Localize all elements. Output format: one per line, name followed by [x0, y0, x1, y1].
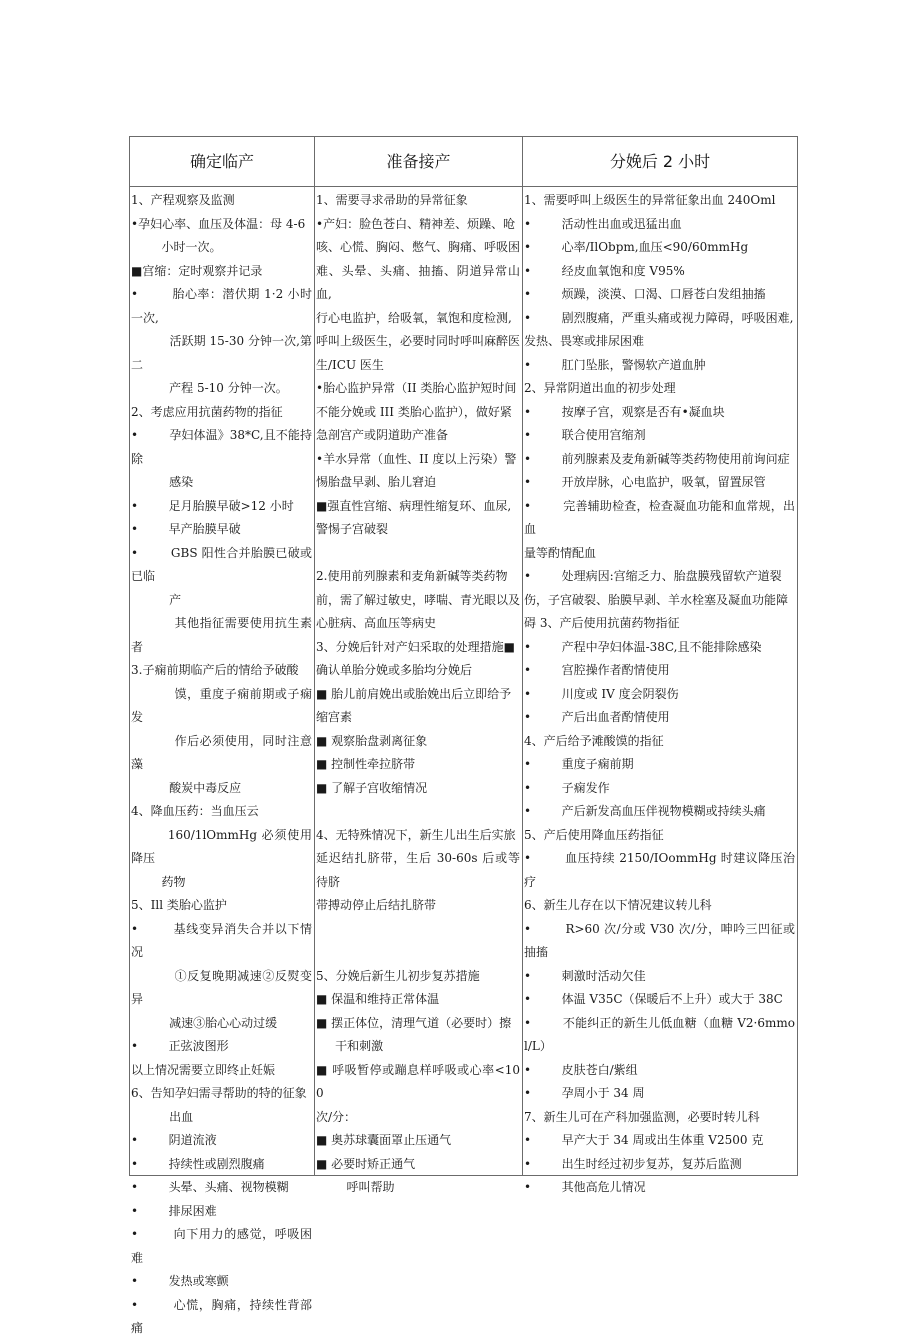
list-item: 1、需要寻求帚助的异常征象: [316, 193, 468, 207]
list-item: 小时一次。: [131, 240, 222, 254]
list-item: • 联合使用宫缩剂: [524, 428, 646, 442]
list-item: • 重度子痫前期: [524, 757, 634, 771]
list-item: ■强直性宫缩、病理性缩复环、血尿,: [316, 498, 512, 513]
list-item: 惕胎盘早剥、胎儿窘迫: [316, 475, 437, 489]
list-item: 产程 5-10 分钟一次。: [131, 381, 288, 395]
list-item: ■ 呼吸暂停或蹦息样呼吸或心率<100: [316, 1062, 520, 1100]
list-item: • 产后新发高血压伴视物模糊或持续头痛: [524, 804, 766, 818]
list-item: • GBS 阳性合并胎膜已破或已临: [131, 545, 312, 583]
list-item: ■ 摆正体位，清理气道（必要时）擦: [316, 1015, 512, 1030]
column-confirm-labor: [130, 187, 314, 1335]
list-item: 行心电监护，给吸氧，氧饱和度检测,: [316, 310, 512, 325]
list-item: • 足月胎膜早破>12 小时: [131, 498, 294, 513]
column-prepare-delivery: [315, 187, 522, 1194]
list-item: [316, 542, 520, 566]
list-item: • 发热或寒颤: [131, 1274, 229, 1288]
list-item: 难、头晕、头痛、抽搐、阴道异常山血,: [316, 263, 520, 301]
list-item: • 活动性出血或迅猛出血: [524, 216, 682, 231]
list-item: •产妇：脸色苍白、精神差、烦躁、呛: [316, 216, 516, 231]
list-item: ■ 保温和维持正常体温: [316, 992, 440, 1006]
list-item: 次/分：: [316, 1109, 357, 1124]
list-item: 以上情况需要立即终止妊娠: [131, 1062, 276, 1077]
column-divider: [522, 137, 523, 186]
list-item: [316, 800, 520, 824]
list-item: • 川度或 IV 度会阴裂伤: [524, 686, 679, 701]
header-postpartum-2h: 分娩后 2 小时: [609, 152, 711, 171]
list-item: • 不能纠正的新生儿低血糖（血糖 V2·6mmol/L）: [524, 1015, 795, 1053]
list-item: 量等酌情配血: [524, 545, 597, 560]
prepare-delivery-list: [315, 187, 522, 1200]
list-item: 发热、畏寒或排尿困难: [524, 334, 645, 348]
list-item: 酸炭中毒反应: [131, 780, 242, 795]
list-item: • 前列腺素及麦角新碱等类药物使用前询问症: [524, 451, 790, 466]
list-item: ■ 必要时矫正通气: [316, 1156, 416, 1171]
column-divider: [314, 137, 315, 186]
list-item: ■宫缩：定时观察并记录: [131, 263, 263, 278]
list-item: 产: [131, 592, 182, 607]
list-item: 5、产后使用降血压药指征: [524, 827, 664, 842]
list-item: • 心率/IlObpm,血压<90/60mmHg: [524, 240, 749, 254]
list-item: 160/1lOmmHg 必须使用降压: [131, 827, 313, 865]
list-item: • 胎心率：潜伏期 1·2 小时一次,: [131, 287, 312, 325]
list-item: •羊水异常（血性、II 度以上污染）警: [316, 451, 517, 466]
list-item: 警惕子宫破裂: [316, 522, 389, 536]
list-item: • 经皮血氧饱和度 V95%: [524, 263, 685, 278]
list-item: 减速③胎心心动过缓: [131, 1015, 278, 1030]
list-item: 6、新生儿存在以下情况建议转儿科: [524, 898, 712, 912]
list-item: 碍 3、产后使用抗菌药物指征: [524, 616, 680, 630]
header-confirm-labor: 确定临产: [189, 152, 254, 171]
list-item: • 其他高危儿情况: [524, 1180, 646, 1194]
list-item: • 正弦波图形: [131, 1039, 229, 1053]
list-item: 缩宫素: [316, 710, 353, 724]
list-item: 作后必须使用，同时注意藻: [131, 733, 312, 771]
list-item: • 产程中孕妇体温-38C,且不能排除感染: [524, 639, 762, 654]
list-item: [316, 918, 520, 942]
list-item: 2.使用前列腺素和麦角新碱等类药物: [316, 569, 508, 583]
list-item: 确认单胎分娩或多胎均分娩后: [316, 663, 473, 677]
list-item: 不能分娩或 III 类胎心监护），做好紧: [316, 404, 512, 419]
list-item: 3.子痫前期临产后的情给予破酸: [131, 663, 299, 677]
list-item: • 完善辅助检查，检查凝血功能和血常规，出血: [524, 498, 795, 536]
list-item: • 持续性或剧烈腹痛: [131, 1156, 265, 1171]
list-item: 延迟结扎脐带，生后 30-60s 后或等待脐: [316, 851, 520, 889]
confirm-labor-list: [130, 187, 314, 1341]
list-item: • 孕妇体温》38*C,且不能持除: [131, 428, 312, 466]
list-item: • 早产胎膜早破: [131, 522, 241, 536]
list-item: • 刺激时活动欠佳: [524, 968, 646, 983]
list-item: • 排尿困难: [131, 1203, 217, 1218]
list-item: [316, 941, 520, 965]
list-item: • 头晕、头痛、视物模糊: [131, 1180, 289, 1194]
list-item: • 孕周小于 34 周: [524, 1086, 645, 1100]
list-item: • 心慌，胸痛，持续性背部痛: [131, 1297, 312, 1335]
list-item: • 处理病因:宫缩乏力、胎盘膜残留软产道裂: [524, 569, 782, 583]
list-item: ■ 胎儿前肩娩出或胎娩出后立即给予: [316, 686, 512, 701]
list-item: 4、无特殊情况下，新生儿出生后实旅: [316, 827, 516, 842]
list-item: 1、产程观察及监测: [131, 193, 235, 207]
list-item: ■ 观察胎盘剥离征象: [316, 733, 428, 748]
list-item: • 产后出血者酌情使用: [524, 710, 670, 724]
list-item: 2、考虑应用抗菌药物的指征: [131, 404, 283, 419]
header-prepare-delivery: 准备接产: [386, 152, 451, 171]
list-item: 伤，子宫破裂、胎膜早剥、羊水栓塞及凝血功能障: [524, 592, 789, 607]
list-item: • 肛门坠胀，警惕软产道血肿: [524, 357, 706, 372]
list-item: •孕妇心率、血压及体温：母 4-6: [131, 216, 306, 231]
postpartum-list: [523, 187, 797, 1200]
column-postpartum-2h: [523, 187, 797, 1194]
list-item: 其他指征需要使用抗生素者: [131, 616, 312, 654]
list-item: • 基线变异消失合并以下情况: [131, 921, 312, 959]
list-item: 生/ICU 医生: [316, 357, 384, 372]
list-item: ■ 控制性牵拉脐带: [316, 757, 416, 771]
list-item: ①反复晚期减速②反熨变异: [131, 968, 312, 1006]
list-item: • 烦躁，淡漠、口渴、口唇苍白发组抽搐: [524, 287, 766, 301]
list-item: 心脏病、高血压等病史: [316, 616, 437, 630]
list-item: 带搏动停止后结扎脐带: [316, 898, 437, 912]
list-item: 2、异常阴道出血的初步处理: [524, 381, 676, 395]
list-item: • 开放岸脉，心电监护，吸氧，留置尿管: [524, 475, 766, 489]
list-item: • R>60 次/分或 V30 次/分，呻吟三凹征或抽搐: [524, 921, 795, 959]
list-item: 急剖宫产或阴道助产准备: [316, 428, 449, 442]
list-item: 5、分娩后新生儿初步复苏措施: [316, 968, 480, 983]
list-item: • 阴道流液: [131, 1133, 217, 1147]
list-item: 前，需了解过敏史，哮喘、青光眼以及: [316, 592, 521, 607]
list-item: • 宫腔操作者酌情使用: [524, 663, 670, 677]
list-item: • 皮肤苍白/紫组: [524, 1062, 638, 1077]
list-item: 呼叫帮助: [316, 1180, 395, 1194]
list-item: 馍，重度子痫前期或子痫发: [131, 686, 312, 724]
list-item: 干和刺激: [316, 1039, 384, 1053]
list-item: ■ 了解子宫收缩情况: [316, 780, 428, 795]
protocol-table: [129, 136, 798, 1335]
list-item: 感染: [131, 475, 194, 489]
list-item: 4、产后给予滩酸馍的指征: [524, 733, 664, 748]
list-item: 咳、心慌、胸闷、憋气、胸痛、呼吸困: [316, 240, 521, 254]
list-item: 4、降血压药：当血压云: [131, 804, 259, 818]
list-item: ■ 奥苏球囊面罩止压通气: [316, 1133, 452, 1147]
list-item: • 血压持续 2150/IOommHg 时建议降压治疗: [524, 851, 795, 889]
list-item: • 按摩子宫，观察是否有•凝血块: [524, 404, 725, 419]
list-item: 7、新生儿可在产科加强监测，必要时转儿科: [524, 1109, 760, 1124]
list-item: 活跃期 15-30 分钟一次,第二: [131, 334, 312, 372]
list-item: 呼叫上级医生，必要时同时呼叫麻醉医: [316, 334, 521, 348]
table-header-row: [130, 137, 797, 187]
list-item: • 子痫发作: [524, 780, 610, 795]
list-item: 药物: [131, 874, 186, 889]
list-item: 出血: [131, 1109, 194, 1124]
list-item: 3、分娩后针对产妇采取的处理措施■: [316, 639, 515, 654]
list-item: 6、告知孕妇需寻帮助的特的征象: [131, 1086, 307, 1100]
list-item: • 出生时经过初步复苏，复苏后监测: [524, 1156, 742, 1171]
list-item: • 向下用力的感觉，呼吸困难: [131, 1227, 312, 1265]
list-item: 5、Ill 类胎心监护: [131, 898, 227, 912]
list-item: • 体温 V35C（保暖后不上升）或大于 38C: [524, 992, 783, 1006]
list-item: •胎心监护异常（II 类胎心监护短时间: [316, 381, 517, 395]
list-item: • 剧烈腹痛，严重头痛或视力障碍，呼吸困难,: [524, 310, 794, 325]
list-item: • 早产大于 34 周或出生体重 V2500 克: [524, 1133, 764, 1147]
list-item: 1、需要呼叫上级医生的异常征象出血 240Oml: [524, 193, 776, 207]
